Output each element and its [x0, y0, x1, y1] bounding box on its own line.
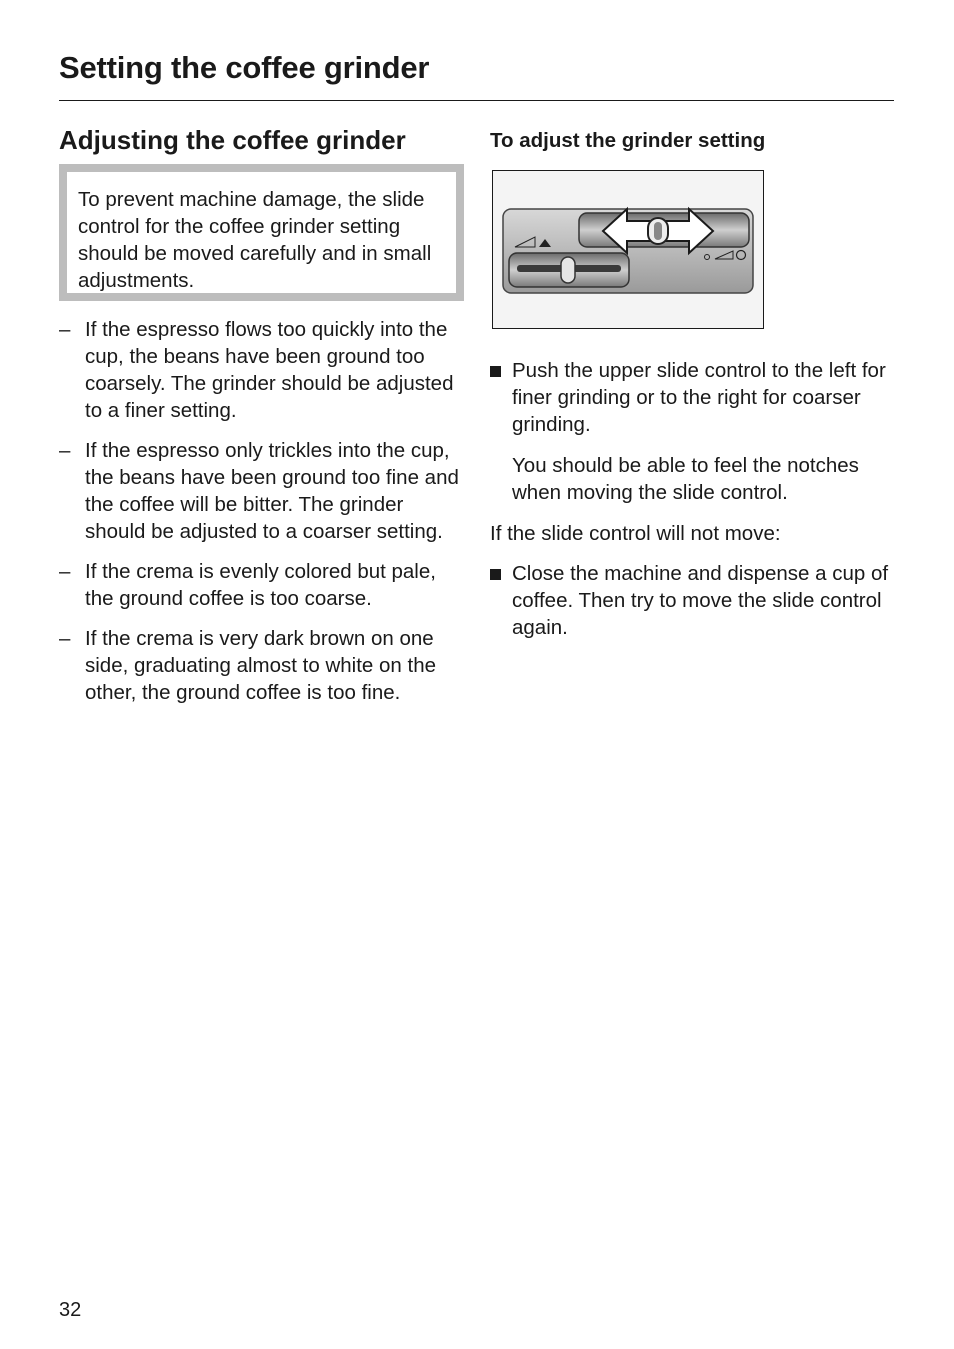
square-bullet-icon: [490, 569, 501, 580]
square-bullet-icon: [490, 366, 501, 377]
page-number: 32: [59, 1299, 82, 1321]
section-heading: Adjusting the coffee grinder: [59, 125, 406, 155]
list-item: [490, 560, 900, 641]
slider-knob-icon: [561, 257, 575, 283]
list-item-text: If the crema is very dark brown on one side, graduating almost to white on the other, the ground coffee is too fine.: [85, 627, 436, 704]
slider-panel-svg: [493, 171, 762, 327]
list-item: [59, 316, 469, 424]
list-item: [59, 558, 469, 612]
list-item: [59, 437, 469, 545]
dash-marker: –: [59, 439, 71, 462]
list-item-text: If the espresso only trickles into the cup, the beans have been ground too fine and the coffee will be bitter. The grinder should be adjusted to a coarser setting.: [85, 439, 459, 543]
warning-box: [59, 164, 464, 301]
grinder-slider-illustration: [492, 170, 764, 329]
instruction-text: Close the machine and dispense a cup of coffee. Then try to move the slide control again.: [512, 562, 889, 639]
subsection-heading: To adjust the grinder setting: [490, 129, 766, 152]
list-item-text: If the espresso flows too quickly into the cup, the beans have been ground too coarsely. The grinder should be adjusted to a finer setting.: [85, 318, 454, 422]
crema-tips-list: [59, 316, 469, 719]
warning-text: To prevent machine damage, the slide control for the coffee grinder setting should be moved carefully and in small adjustments.: [78, 188, 432, 292]
dash-marker: –: [59, 560, 71, 583]
dash-marker: –: [59, 318, 71, 341]
slider-knob-grip: [654, 222, 662, 240]
list-item: [59, 625, 469, 706]
instructions-block: [490, 357, 900, 641]
title-divider: [59, 100, 894, 101]
page-title: Setting the coffee grinder: [59, 50, 430, 85]
condition-text: If the slide control will not move:: [490, 522, 781, 545]
list-item-text: If the crema is evenly colored but pale, the ground coffee is too coarse.: [85, 560, 436, 610]
note-text: You should be able to feel the notches when moving the slide control.: [512, 454, 859, 504]
list-item: [490, 357, 900, 438]
dash-marker: –: [59, 627, 71, 650]
instruction-text: Push the upper slide control to the left for finer grinding or to the right for coarser grinding.: [512, 359, 886, 436]
